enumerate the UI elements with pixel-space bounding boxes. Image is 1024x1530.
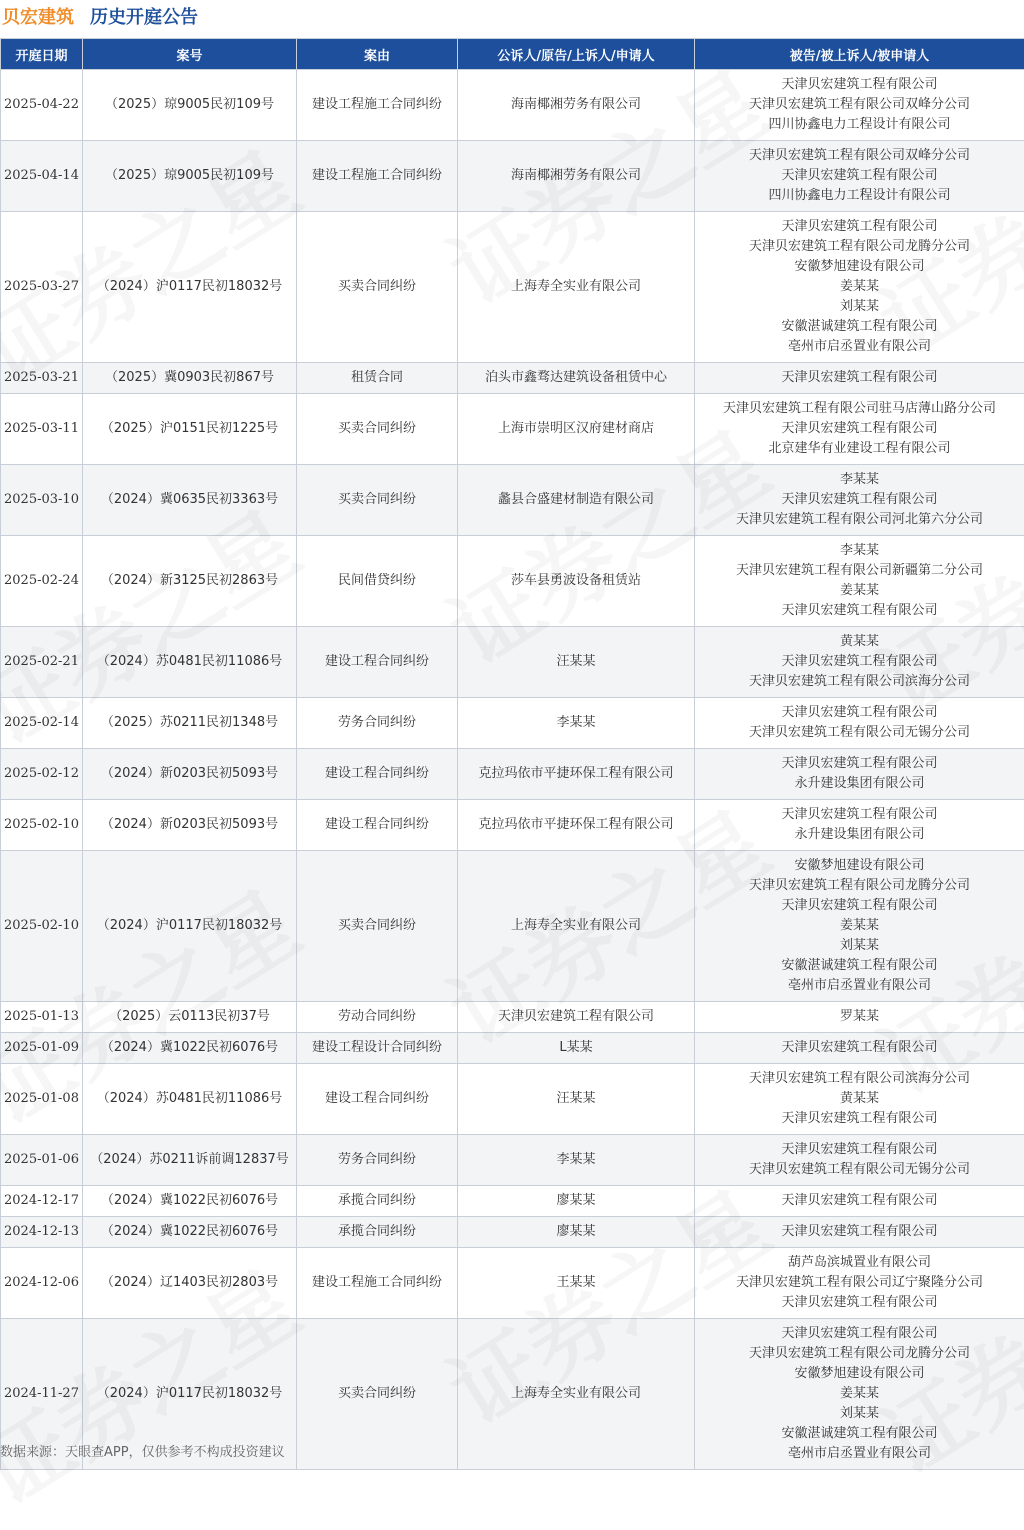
defendants	[695, 698, 1024, 749]
table-row	[1, 800, 1024, 851]
defendant-name: 天津贝宏建筑工程有限公司无锡分公司	[697, 723, 1022, 743]
defendant-name: 黄某某	[697, 1089, 1022, 1109]
plaintiff: 海南椰湘劳务有限公司	[458, 141, 695, 212]
case-cause: 承揽合同纠纷	[297, 1217, 458, 1248]
case-number: （2024）沪0117民初18032号	[83, 851, 297, 1002]
plaintiff: 李某某	[458, 1135, 695, 1186]
defendant-name: 天津贝宏建筑工程有限公司	[697, 601, 1022, 621]
defendant-name: 天津贝宏建筑工程有限公司双峰分公司	[697, 146, 1022, 166]
defendant-name: 天津贝宏建筑工程有限公司	[697, 896, 1022, 916]
defendants	[695, 536, 1024, 627]
table-row	[1, 70, 1024, 141]
hearing-date: 2025-02-10	[1, 851, 83, 1002]
hearing-date: 2025-03-21	[1, 363, 83, 394]
table-header-row	[1, 39, 1024, 70]
table-row	[1, 465, 1024, 536]
table-row	[1, 141, 1024, 212]
hearing-date: 2024-12-06	[1, 1248, 83, 1319]
hearing-date: 2025-03-27	[1, 212, 83, 363]
plaintiff: 克拉玛依市平捷环保工程有限公司	[458, 749, 695, 800]
plaintiff: L某某	[458, 1033, 695, 1064]
defendant-name: 安徽湛诚建筑工程有限公司	[697, 956, 1022, 976]
defendant-name: 刘某某	[697, 936, 1022, 956]
hearing-date: 2024-12-13	[1, 1217, 83, 1248]
case-cause: 建设工程施工合同纠纷	[297, 70, 458, 141]
defendant-name: 天津贝宏建筑工程有限公司	[697, 1222, 1022, 1242]
case-number: （2025）苏0211民初1348号	[83, 698, 297, 749]
table-row	[1, 698, 1024, 749]
case-cause: 建设工程合同纠纷	[297, 1064, 458, 1135]
defendant-name: 刘某某	[697, 1404, 1022, 1424]
case-number: （2025）云0113民初37号	[83, 1002, 297, 1033]
defendant-name: 天津贝宏建筑工程有限公司	[697, 1191, 1022, 1211]
plaintiff: 上海寿全实业有限公司	[458, 851, 695, 1002]
case-number: （2024）新0203民初5093号	[83, 749, 297, 800]
defendant-name: 亳州市启丞置业有限公司	[697, 1444, 1022, 1464]
defendant-name: 天津贝宏建筑工程有限公司龙腾分公司	[697, 876, 1022, 896]
plaintiff: 克拉玛依市平捷环保工程有限公司	[458, 800, 695, 851]
defendant-name: 天津贝宏建筑工程有限公司	[697, 1293, 1022, 1313]
defendant-name: 姜某某	[697, 916, 1022, 936]
table-row	[1, 851, 1024, 1002]
defendant-name: 天津贝宏建筑工程有限公司龙腾分公司	[697, 1344, 1022, 1364]
defendant-name: 天津贝宏建筑工程有限公司新疆第二分公司	[697, 561, 1022, 581]
hearing-date: 2025-01-13	[1, 1002, 83, 1033]
case-cause: 承揽合同纠纷	[297, 1186, 458, 1217]
table-row	[1, 363, 1024, 394]
defendant-name: 天津贝宏建筑工程有限公司	[697, 805, 1022, 825]
defendant-name: 天津贝宏建筑工程有限公司龙腾分公司	[697, 237, 1022, 257]
defendants	[695, 141, 1024, 212]
table-row	[1, 1186, 1024, 1217]
defendant-name: 刘某某	[697, 297, 1022, 317]
case-number: （2025）琼9005民初109号	[83, 141, 297, 212]
title-bar	[0, 0, 1024, 36]
case-cause: 民间借贷纠纷	[297, 536, 458, 627]
defendant-name: 天津贝宏建筑工程有限公司	[697, 368, 1022, 388]
case-cause: 劳动合同纠纷	[297, 1002, 458, 1033]
hearing-date: 2025-04-22	[1, 70, 83, 141]
defendant-name: 天津贝宏建筑工程有限公司	[697, 754, 1022, 774]
defendants	[695, 1186, 1024, 1217]
plaintiff: 汪某某	[458, 1064, 695, 1135]
hearing-date: 2024-12-17	[1, 1186, 83, 1217]
case-cause: 劳务合同纠纷	[297, 698, 458, 749]
defendant-name: 姜某某	[697, 1384, 1022, 1404]
defendants	[695, 800, 1024, 851]
hearing-date: 2025-01-06	[1, 1135, 83, 1186]
case-number: （2024）冀0635民初3363号	[83, 465, 297, 536]
case-cause: 租赁合同	[297, 363, 458, 394]
defendant-name: 安徽湛诚建筑工程有限公司	[697, 317, 1022, 337]
defendants	[695, 465, 1024, 536]
case-number: （2024）冀1022民初6076号	[83, 1217, 297, 1248]
defendant-name: 天津贝宏建筑工程有限公司	[697, 1140, 1022, 1160]
defendants	[695, 1248, 1024, 1319]
case-number: （2024）辽1403民初2803号	[83, 1248, 297, 1319]
case-number: （2024）苏0481民初11086号	[83, 1064, 297, 1135]
defendant-name: 天津贝宏建筑工程有限公司	[697, 1324, 1022, 1344]
defendants	[695, 70, 1024, 141]
defendant-name: 天津贝宏建筑工程有限公司河北第六分公司	[697, 510, 1022, 530]
table-body	[1, 70, 1024, 1470]
defendant-name: 黄某某	[697, 632, 1022, 652]
defendants	[695, 851, 1024, 1002]
defendants	[695, 1319, 1024, 1470]
defendants	[695, 1135, 1024, 1186]
defendant-name: 天津贝宏建筑工程有限公司	[697, 419, 1022, 439]
defendants	[695, 363, 1024, 394]
case-number: （2024）苏0211诉前调12837号	[83, 1135, 297, 1186]
case-cause: 建设工程设计合同纠纷	[297, 1033, 458, 1064]
table-row	[1, 1002, 1024, 1033]
defendants	[695, 394, 1024, 465]
table-row	[1, 749, 1024, 800]
defendants	[695, 627, 1024, 698]
defendant-name: 天津贝宏建筑工程有限公司	[697, 490, 1022, 510]
column-header-cause: 案由	[297, 39, 458, 70]
case-number: （2025）冀0903民初867号	[83, 363, 297, 394]
defendants	[695, 1033, 1024, 1064]
case-cause: 买卖合同纠纷	[297, 394, 458, 465]
case-number: （2025）琼9005民初109号	[83, 70, 297, 141]
defendant-name: 天津贝宏建筑工程有限公司驻马店薄山路分公司	[697, 399, 1022, 419]
hearing-table	[0, 38, 1024, 1470]
case-number: （2024）沪0117民初18032号	[83, 1319, 297, 1470]
case-cause: 建设工程施工合同纠纷	[297, 1248, 458, 1319]
hearing-date: 2025-03-10	[1, 465, 83, 536]
case-cause: 买卖合同纠纷	[297, 465, 458, 536]
hearing-date: 2024-11-27	[1, 1319, 83, 1470]
defendant-name: 安徽梦旭建设有限公司	[697, 257, 1022, 277]
defendant-name: 罗某某	[697, 1007, 1022, 1027]
case-cause: 买卖合同纠纷	[297, 851, 458, 1002]
defendant-name: 天津贝宏建筑工程有限公司滨海分公司	[697, 1069, 1022, 1089]
table-row	[1, 1064, 1024, 1135]
plaintiff: 泊头市鑫骛达建筑设备租赁中心	[458, 363, 695, 394]
column-header-plaintiff: 公诉人/原告/上诉人/申请人	[458, 39, 695, 70]
defendant-name: 四川协鑫电力工程设计有限公司	[697, 186, 1022, 206]
defendant-name: 天津贝宏建筑工程有限公司	[697, 217, 1022, 237]
table-row	[1, 536, 1024, 627]
defendant-name: 安徽梦旭建设有限公司	[697, 856, 1022, 876]
defendant-name: 安徽梦旭建设有限公司	[697, 1364, 1022, 1384]
case-cause: 买卖合同纠纷	[297, 1319, 458, 1470]
defendant-name: 天津贝宏建筑工程有限公司滨海分公司	[697, 672, 1022, 692]
plaintiff: 廖某某	[458, 1217, 695, 1248]
column-header-date: 开庭日期	[1, 39, 83, 70]
plaintiff: 海南椰湘劳务有限公司	[458, 70, 695, 141]
case-cause: 买卖合同纠纷	[297, 212, 458, 363]
defendant-name: 葫芦岛滨城置业有限公司	[697, 1253, 1022, 1273]
hearing-date: 2025-01-08	[1, 1064, 83, 1135]
defendant-name: 天津贝宏建筑工程有限公司	[697, 703, 1022, 723]
defendant-name: 永升建设集团有限公司	[697, 825, 1022, 845]
hearing-date: 2025-02-12	[1, 749, 83, 800]
defendant-name: 天津贝宏建筑工程有限公司无锡分公司	[697, 1160, 1022, 1180]
defendant-name: 天津贝宏建筑工程有限公司双峰分公司	[697, 95, 1022, 115]
defendant-name: 姜某某	[697, 581, 1022, 601]
table-row	[1, 1033, 1024, 1064]
defendants	[695, 212, 1024, 363]
plaintiff: 李某某	[458, 698, 695, 749]
defendants	[695, 1064, 1024, 1135]
defendant-name: 安徽湛诚建筑工程有限公司	[697, 1424, 1022, 1444]
plaintiff: 莎车县勇波设备租赁站	[458, 536, 695, 627]
defendants	[695, 1217, 1024, 1248]
table-row	[1, 1217, 1024, 1248]
data-source-note: 数据来源：天眼查APP，仅供参考不构成投资建议	[0, 1441, 285, 1460]
table-row	[1, 1248, 1024, 1319]
column-header-defendant: 被告/被上诉人/被申请人	[695, 39, 1024, 70]
case-cause: 建设工程合同纠纷	[297, 800, 458, 851]
table-row	[1, 212, 1024, 363]
plaintiff: 天津贝宏建筑工程有限公司	[458, 1002, 695, 1033]
column-header-case-no: 案号	[83, 39, 297, 70]
defendant-name: 李某某	[697, 470, 1022, 490]
case-number: （2024）苏0481民初11086号	[83, 627, 297, 698]
table-row	[1, 1135, 1024, 1186]
defendant-name: 四川协鑫电力工程设计有限公司	[697, 115, 1022, 135]
defendant-name: 姜某某	[697, 277, 1022, 297]
case-number: （2024）新3125民初2863号	[83, 536, 297, 627]
page-title: 历史开庭公告	[90, 3, 198, 29]
case-cause: 建设工程施工合同纠纷	[297, 141, 458, 212]
defendant-name: 永升建设集团有限公司	[697, 774, 1022, 794]
plaintiff: 蠡县合盛建材制造有限公司	[458, 465, 695, 536]
hearing-date: 2025-04-14	[1, 141, 83, 212]
defendant-name: 李某某	[697, 541, 1022, 561]
defendant-name: 天津贝宏建筑工程有限公司	[697, 1038, 1022, 1058]
table-row	[1, 627, 1024, 698]
defendant-name: 亳州市启丞置业有限公司	[697, 976, 1022, 996]
case-cause: 建设工程合同纠纷	[297, 627, 458, 698]
table-row	[1, 394, 1024, 465]
case-cause: 劳务合同纠纷	[297, 1135, 458, 1186]
hearing-date: 2025-02-21	[1, 627, 83, 698]
plaintiff: 上海市崇明区汉府建材商店	[458, 394, 695, 465]
plaintiff: 上海寿全实业有限公司	[458, 1319, 695, 1470]
defendants	[695, 749, 1024, 800]
defendant-name: 天津贝宏建筑工程有限公司	[697, 75, 1022, 95]
hearing-date: 2025-02-24	[1, 536, 83, 627]
plaintiff: 王某某	[458, 1248, 695, 1319]
defendant-name: 北京建华有业建设工程有限公司	[697, 439, 1022, 459]
case-number: （2024）冀1022民初6076号	[83, 1033, 297, 1064]
defendant-name: 天津贝宏建筑工程有限公司	[697, 166, 1022, 186]
case-number: （2024）新0203民初5093号	[83, 800, 297, 851]
company-name: 贝宏建筑	[2, 3, 74, 29]
case-number: （2024）沪0117民初18032号	[83, 212, 297, 363]
hearing-date: 2025-02-14	[1, 698, 83, 749]
hearing-date: 2025-03-11	[1, 394, 83, 465]
case-cause: 建设工程合同纠纷	[297, 749, 458, 800]
plaintiff: 汪某某	[458, 627, 695, 698]
hearing-date: 2025-02-10	[1, 800, 83, 851]
hearing-date: 2025-01-09	[1, 1033, 83, 1064]
case-number: （2025）沪0151民初1225号	[83, 394, 297, 465]
case-number: （2024）冀1022民初6076号	[83, 1186, 297, 1217]
plaintiff: 上海寿全实业有限公司	[458, 212, 695, 363]
defendants	[695, 1002, 1024, 1033]
defendant-name: 天津贝宏建筑工程有限公司	[697, 1109, 1022, 1129]
defendant-name: 亳州市启丞置业有限公司	[697, 337, 1022, 357]
plaintiff: 廖某某	[458, 1186, 695, 1217]
defendant-name: 天津贝宏建筑工程有限公司	[697, 652, 1022, 672]
defendant-name: 天津贝宏建筑工程有限公司辽宁聚隆分公司	[697, 1273, 1022, 1293]
